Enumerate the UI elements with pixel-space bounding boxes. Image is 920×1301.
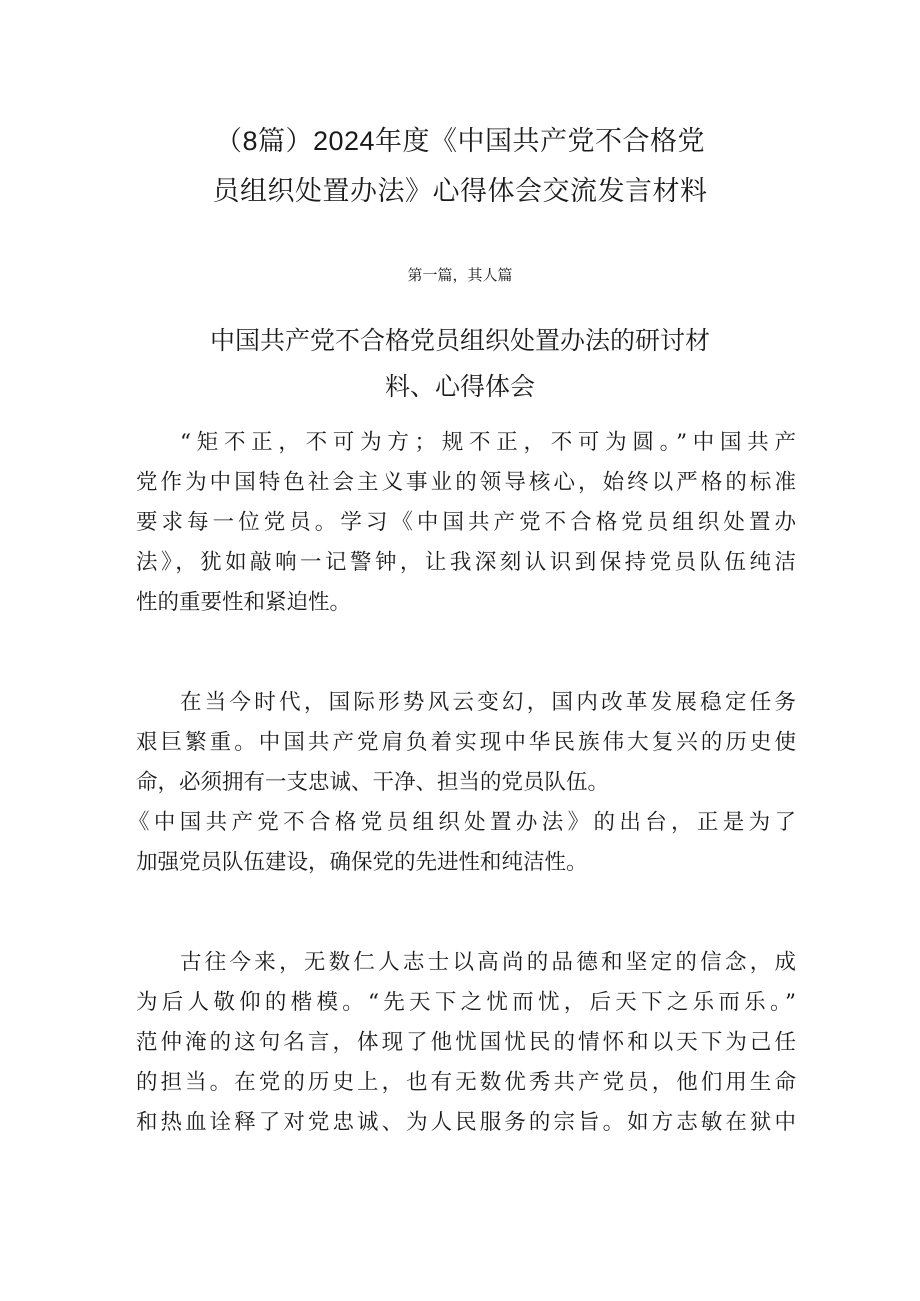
title-line: （8篇）2024年度《中国共产党不合格党 (214, 126, 706, 156)
text-line: 党作为中国特色社会主义事业的领导核心，始终以严格的标准 (136, 470, 796, 495)
text-line: 的担当。在党的历史上，也有无数优秀共产党员，他们用生命 (136, 1070, 796, 1095)
text-line: 性的重要性和紧迫性。 (136, 590, 352, 615)
text-line: 古往今来，无数仁人志士以高尚的品德和坚定的信念，成 (180, 950, 796, 975)
title-line: 员组织处置办法》心得体会交流发言材料 (212, 176, 708, 206)
text-line: 和热血诠释了对党忠诚、为人民服务的宗旨。如方志敏在狱中 (136, 1110, 796, 1135)
paragraph-3 (136, 943, 796, 1143)
article-heading (0, 318, 920, 410)
text-line: 《中国共产党不合格党员组织处置办法》的出台，正是为了 (128, 810, 796, 835)
text-line: 为后人敬仰的楷模。“先天下之忧而忧，后天下之乐而乐。” (136, 990, 796, 1015)
paragraph-1 (136, 423, 796, 623)
heading-line: 料、心得体会 (384, 373, 535, 401)
text-line: 范仲淹的这句名言，体现了他忧国忧民的情怀和以天下为己任 (136, 1030, 796, 1055)
text-line: 在当今时代，国际形势风云变幻，国内改革发展稳定任务 (180, 690, 796, 715)
text-line: 命，必须拥有一支忠诚、干净、担当的党员队伍。 (136, 770, 610, 795)
text-line: 艰巨繁重。中国共产党肩负着实现中华民族伟大复兴的历史使 (136, 730, 796, 755)
text-line: 要求每一位党员。学习《中国共产党不合格党员组织处置办 (136, 510, 796, 535)
text-line: 法》，犹如敲响一记警钟，让我深刻认识到保持党员队伍纯洁 (136, 550, 796, 575)
text-line: 加强党员队伍建设，确保党的先进性和纯洁性。 (136, 850, 588, 875)
paragraph-2 (128, 683, 796, 883)
text-line: “矩不正，不可为方；规不正，不可为圆。”中国共产 (180, 430, 796, 455)
section-label: 第一篇，其人篇 (407, 266, 513, 284)
heading-line: 中国共产党不合格党员组织处置办法的研讨材 (209, 327, 710, 355)
document-title (0, 116, 920, 216)
